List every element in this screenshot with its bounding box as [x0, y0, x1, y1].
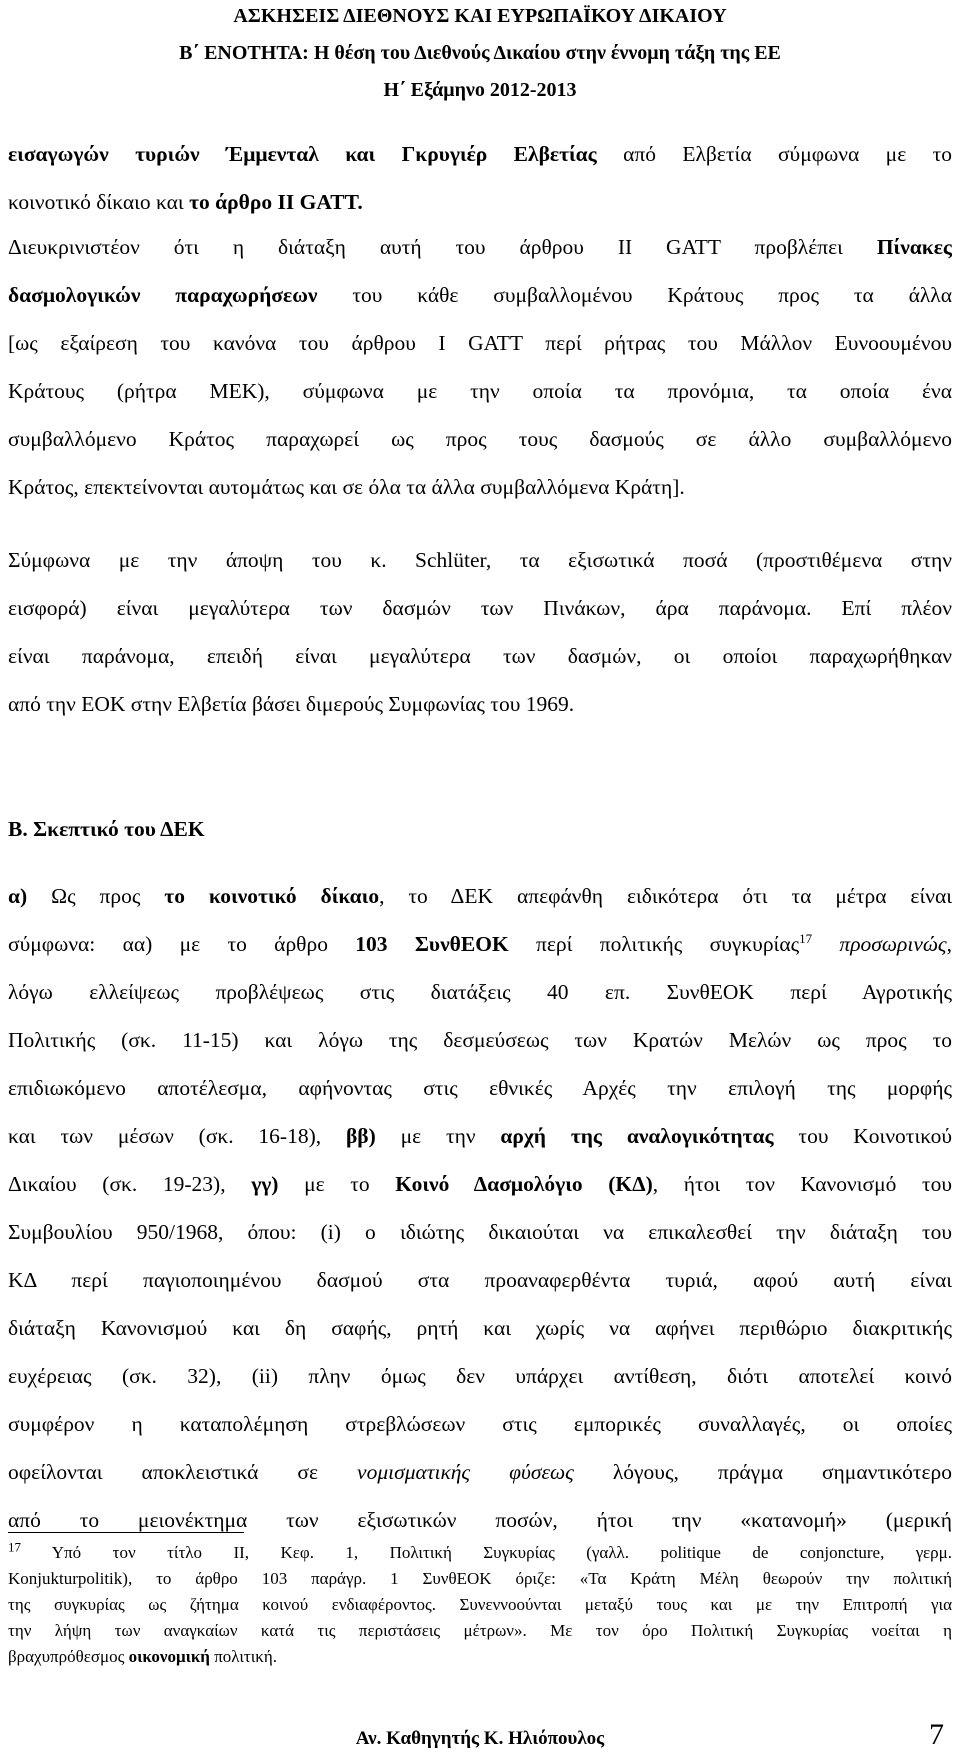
paragraph-1: εισαγωγών τυριών Έμμενταλ και Γκρυγιέρ Ελβετίας από Ελβετία σύμφωνα με το κοινοτικό δίκαιο και το άρθρο ΙΙ GATT.	[8, 142, 952, 214]
paragraph-2: Διευκρινιστέον ότι η διάταξη αυτή του άρθρου ΙΙ GATT προβλέπει Πίνακες δασμολογικών παραχωρήσεων του κάθε συμβαλλομένου Κράτους προς τα άλλα [ως εξαίρεση του κανόνα του άρθρου Ι GATT περί ρήτρας του Μάλλον Ευνοουμένου Κράτους (ρήτρα ΜΕΚ), σύμφωνα με την οποία τα προνόμια, τα οποία ένα συμβαλλόμενο Κράτος παραχωρεί ως προς τους δασμούς σε άλλο συμβαλλόμενο Κράτος, επεκτείνονται αυτομάτως και σε όλα τα άλλα συμβαλλόμενα Κράτη].	[8, 235, 952, 499]
footnote-separator	[8, 1532, 244, 1533]
section-title: Β. Σκεπτικό του ΔΕΚ	[8, 817, 205, 841]
page-number: 7	[929, 1718, 944, 1751]
header-course-title: ΑΣΚΗΣΕΙΣ ΔΙΕΘΝΟΥΣ ΚΑΙ ΕΥΡΩΠΑΪΚΟΥ ΔΙΚΑΙΟΥ	[233, 5, 727, 27]
footnote-reference: 17	[799, 930, 813, 946]
header-semester: Η΄ Εξάμηνο 2012-2013	[383, 79, 577, 101]
paragraph-4: α) Ως προς το κοινοτικό δίκαιο, το ΔΕΚ απεφάνθη ειδικότερα ότι τα μέτρα είναι σύμφωνα: αα) με το άρθρο 103 ΣυνθΕΟΚ περί πολιτικής συγκυρίας$^{17}$ προσωρινώς, λόγω ελλείψεως προβλέψεως στις διατάξεις 40 επ. ΣυνθΕΟΚ περί Αγροτικής Πολιτικής (σκ. 11-15) και λόγω της δεσμεύσεως των Κρατών Μελών ως προς το επιδιωκόμενο αποτέλεσμα, αφήνοντας στις εθνικές Αρχές την επιλογή της μορφής και των μέσων (σκ. 16-18), ββ) με την αρχή της αναλογικότητας του Κοινοτικού Δικαίου (σκ. 19-23), γγ) με το Κοινό Δασμολόγιο (ΚΔ), ήτοι τον Κανονισμό του Συμβουλίου 950/1968, όπου: (i) ο ιδιώτης δικαιούται να επικαλεσθεί την διάταξη του ΚΔ περί παγιοποιημένου δασμού στα προαναφερθέντα τυριά, αφού αυτή είναι διάταξη Κανονισμού και δη σαφής, ρητή και χωρίς να αφήνει περιθώριο διακριτικής ευχέρειας (σκ. 32), (ii) πλην όμως δεν υπάρχει αντίθεση, διότι αποτελεί κοινό συμφέρον η καταπολέμηση στρεβλώσεων στις εμπορικές συναλλαγές, οι οποίες οφείλονται αποκλειστικά σε νομισματικής φύσεως λόγους, πράγμα σημαντικότερο από το μειονέκτημα των εξισωτικών ποσών, ήτοι την «κατανομή» (μερική	[8, 884, 952, 1532]
paragraph-3: Σύμφωνα με την άποψη του κ. Schlüter, τα εξισωτικά ποσά (προστιθέμενα στην εισφορά) είναι μεγαλύτερα των δασμών των Πινάκων, άρα παράνομα. Επί πλέον είναι παράνομα, επειδή είναι μεγαλύτερα των δασμών, οι οποίοι παραχωρήθηκαν από την ΕΟΚ στην Ελβετία βάσει διμερούς Συμφωνίας του 1969.	[8, 548, 952, 716]
footnote-17: $^{17}$ Υπό τον τίτλο ΙΙ, Κεφ. 1, Πολιτική Συγκυρίας (γαλλ. politique de conjoncture, γερμ. Konjukturpolitik), το άρθρο 103 παράγρ. 1 ΣυνθΕΟΚ όριζε: «Τα Κράτη Μέλη θεωρούν την πολιτική της συγκυρίας ως ζήτημα κοινού ενδιαφέροντος. Συνεννοούνται μεταξύ τους και με την Επιτροπή για την λήψη των αναγκαίων κατά τις περιστάσεις μέτρων». Με τον όρο Πολιτική Συγκυρίας νοείται η βραχυπρόθεσμος οικονομική πολιτική.	[8, 1540, 952, 1666]
header-unit-title: Β΄ ΕΝΟΤΗΤΑ: Η θέση του Διεθνούς Δικαίου στην έννομη τάξη της ΕΕ	[179, 42, 781, 64]
footer-author: Αν. Καθηγητής Κ. Ηλιόπουλος	[355, 1728, 605, 1749]
footnote-number: 17	[8, 1540, 21, 1555]
